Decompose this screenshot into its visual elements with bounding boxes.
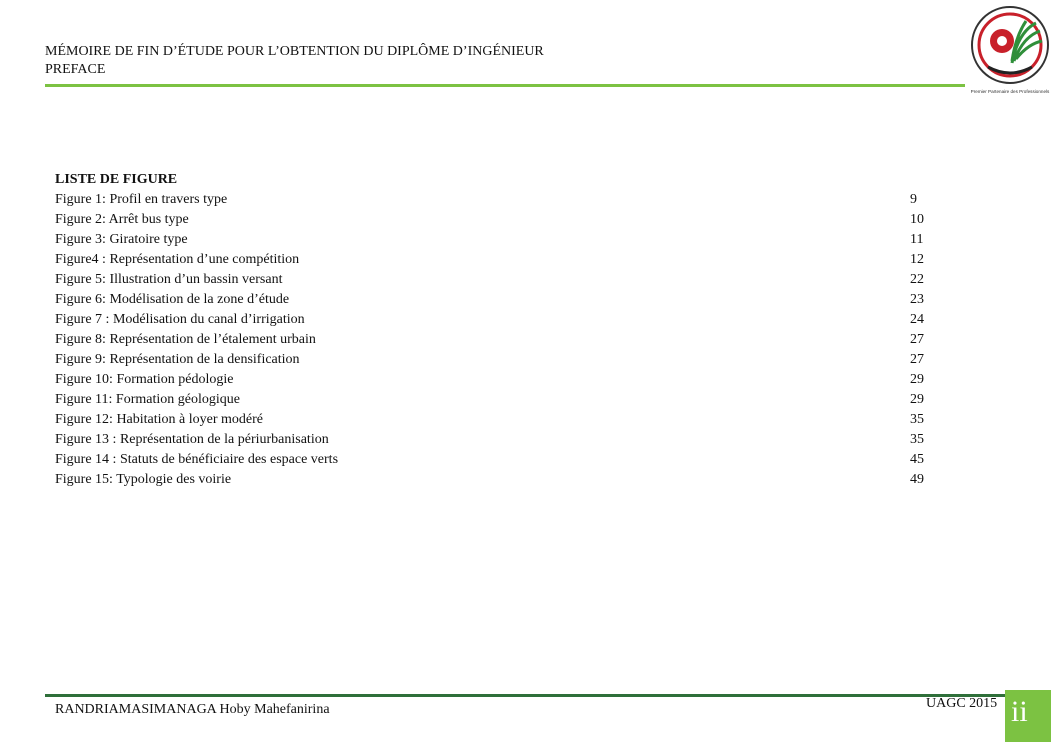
figure-page-number: 22	[910, 272, 924, 287]
footer-year: UAGC 2015	[926, 696, 998, 711]
figure-list-item[interactable]	[55, 270, 935, 290]
figure-page-number: 23	[910, 292, 924, 307]
figure-list-item[interactable]	[55, 450, 935, 470]
figure-list-item[interactable]	[55, 390, 935, 410]
figure-label: Figure 10: Formation pédologie	[55, 372, 234, 387]
page-number: ii	[1005, 690, 1051, 742]
figure-label: Figure 2: Arrêt bus type	[55, 212, 189, 227]
figure-list-item[interactable]	[55, 250, 935, 270]
figure-list-item[interactable]	[55, 210, 935, 230]
figure-list-item[interactable]	[55, 230, 935, 250]
figure-list	[55, 170, 935, 490]
figure-page-number: 45	[910, 452, 924, 467]
figure-list-item[interactable]	[55, 190, 935, 210]
figure-label: Figure 14 : Statuts de bénéficiaire des espace verts	[55, 452, 339, 467]
figure-label: Figure 11: Formation géologique	[55, 392, 240, 407]
figure-list-rows	[55, 190, 935, 490]
figure-page-number: 27	[910, 352, 924, 367]
footer-author: RANDRIAMASIMANAGA Hoby Mahefanirina	[55, 702, 330, 717]
page-header	[45, 43, 544, 79]
header-rule	[45, 84, 965, 87]
figure-page-number: 27	[910, 332, 924, 347]
header-title: MÉMOIRE DE FIN D’ÉTUDE POUR L’OBTENTION DU DIPLÔME D’INGÉNIEUR	[45, 44, 544, 59]
figure-page-number: 29	[910, 392, 924, 407]
figure-page-number: 35	[910, 412, 924, 427]
figure-label: Figure 13 : Représentation de la périurbanisation	[55, 432, 329, 447]
figure-list-item[interactable]	[55, 370, 935, 390]
school-seal-logo	[966, 3, 1053, 95]
figure-label: Figure 9: Représentation de la densification	[55, 352, 300, 367]
figure-list-item[interactable]	[55, 350, 935, 370]
figure-label: Figure 7 : Modélisation du canal d’irrigation	[55, 312, 305, 327]
figure-label: Figure 12: Habitation à loyer modéré	[55, 412, 263, 427]
figure-label: Figure 8: Représentation de l’étalement urbain	[55, 332, 316, 347]
figure-list-heading: LISTE DE FIGURE	[55, 172, 178, 187]
header-section: PREFACE	[45, 62, 106, 77]
figure-label: Figure 5: Illustration d’un bassin versant	[55, 272, 283, 287]
figure-page-number: 24	[910, 312, 924, 327]
figure-page-number: 11	[910, 232, 924, 247]
figure-page-number: 12	[910, 252, 924, 267]
figure-label: Figure 15: Typologie des voirie	[55, 472, 232, 487]
figure-list-item[interactable]	[55, 330, 935, 350]
footer-rule	[45, 694, 1005, 697]
figure-label: Figure 3: Giratoire type	[55, 232, 188, 247]
figure-list-item[interactable]	[55, 410, 935, 430]
figure-page-number: 35	[910, 432, 924, 447]
figure-list-item[interactable]	[55, 310, 935, 330]
figure-label: Figure 1: Profil en travers type	[55, 192, 228, 207]
figure-label: Figure 6: Modélisation de la zone d’étude	[55, 292, 290, 307]
figure-page-number: 10	[910, 212, 924, 227]
figure-list-item[interactable]	[55, 430, 935, 450]
figure-page-number: 29	[910, 372, 924, 387]
figure-list-item[interactable]	[55, 290, 935, 310]
figure-page-number: 49	[910, 472, 924, 487]
figure-label: Figure4 : Représentation d’une compétition	[55, 252, 300, 267]
figure-list-item[interactable]	[55, 470, 935, 490]
logo-subtitle: Premier Partenaire des Professionnels	[970, 89, 1050, 94]
figure-page-number: 9	[910, 192, 917, 207]
